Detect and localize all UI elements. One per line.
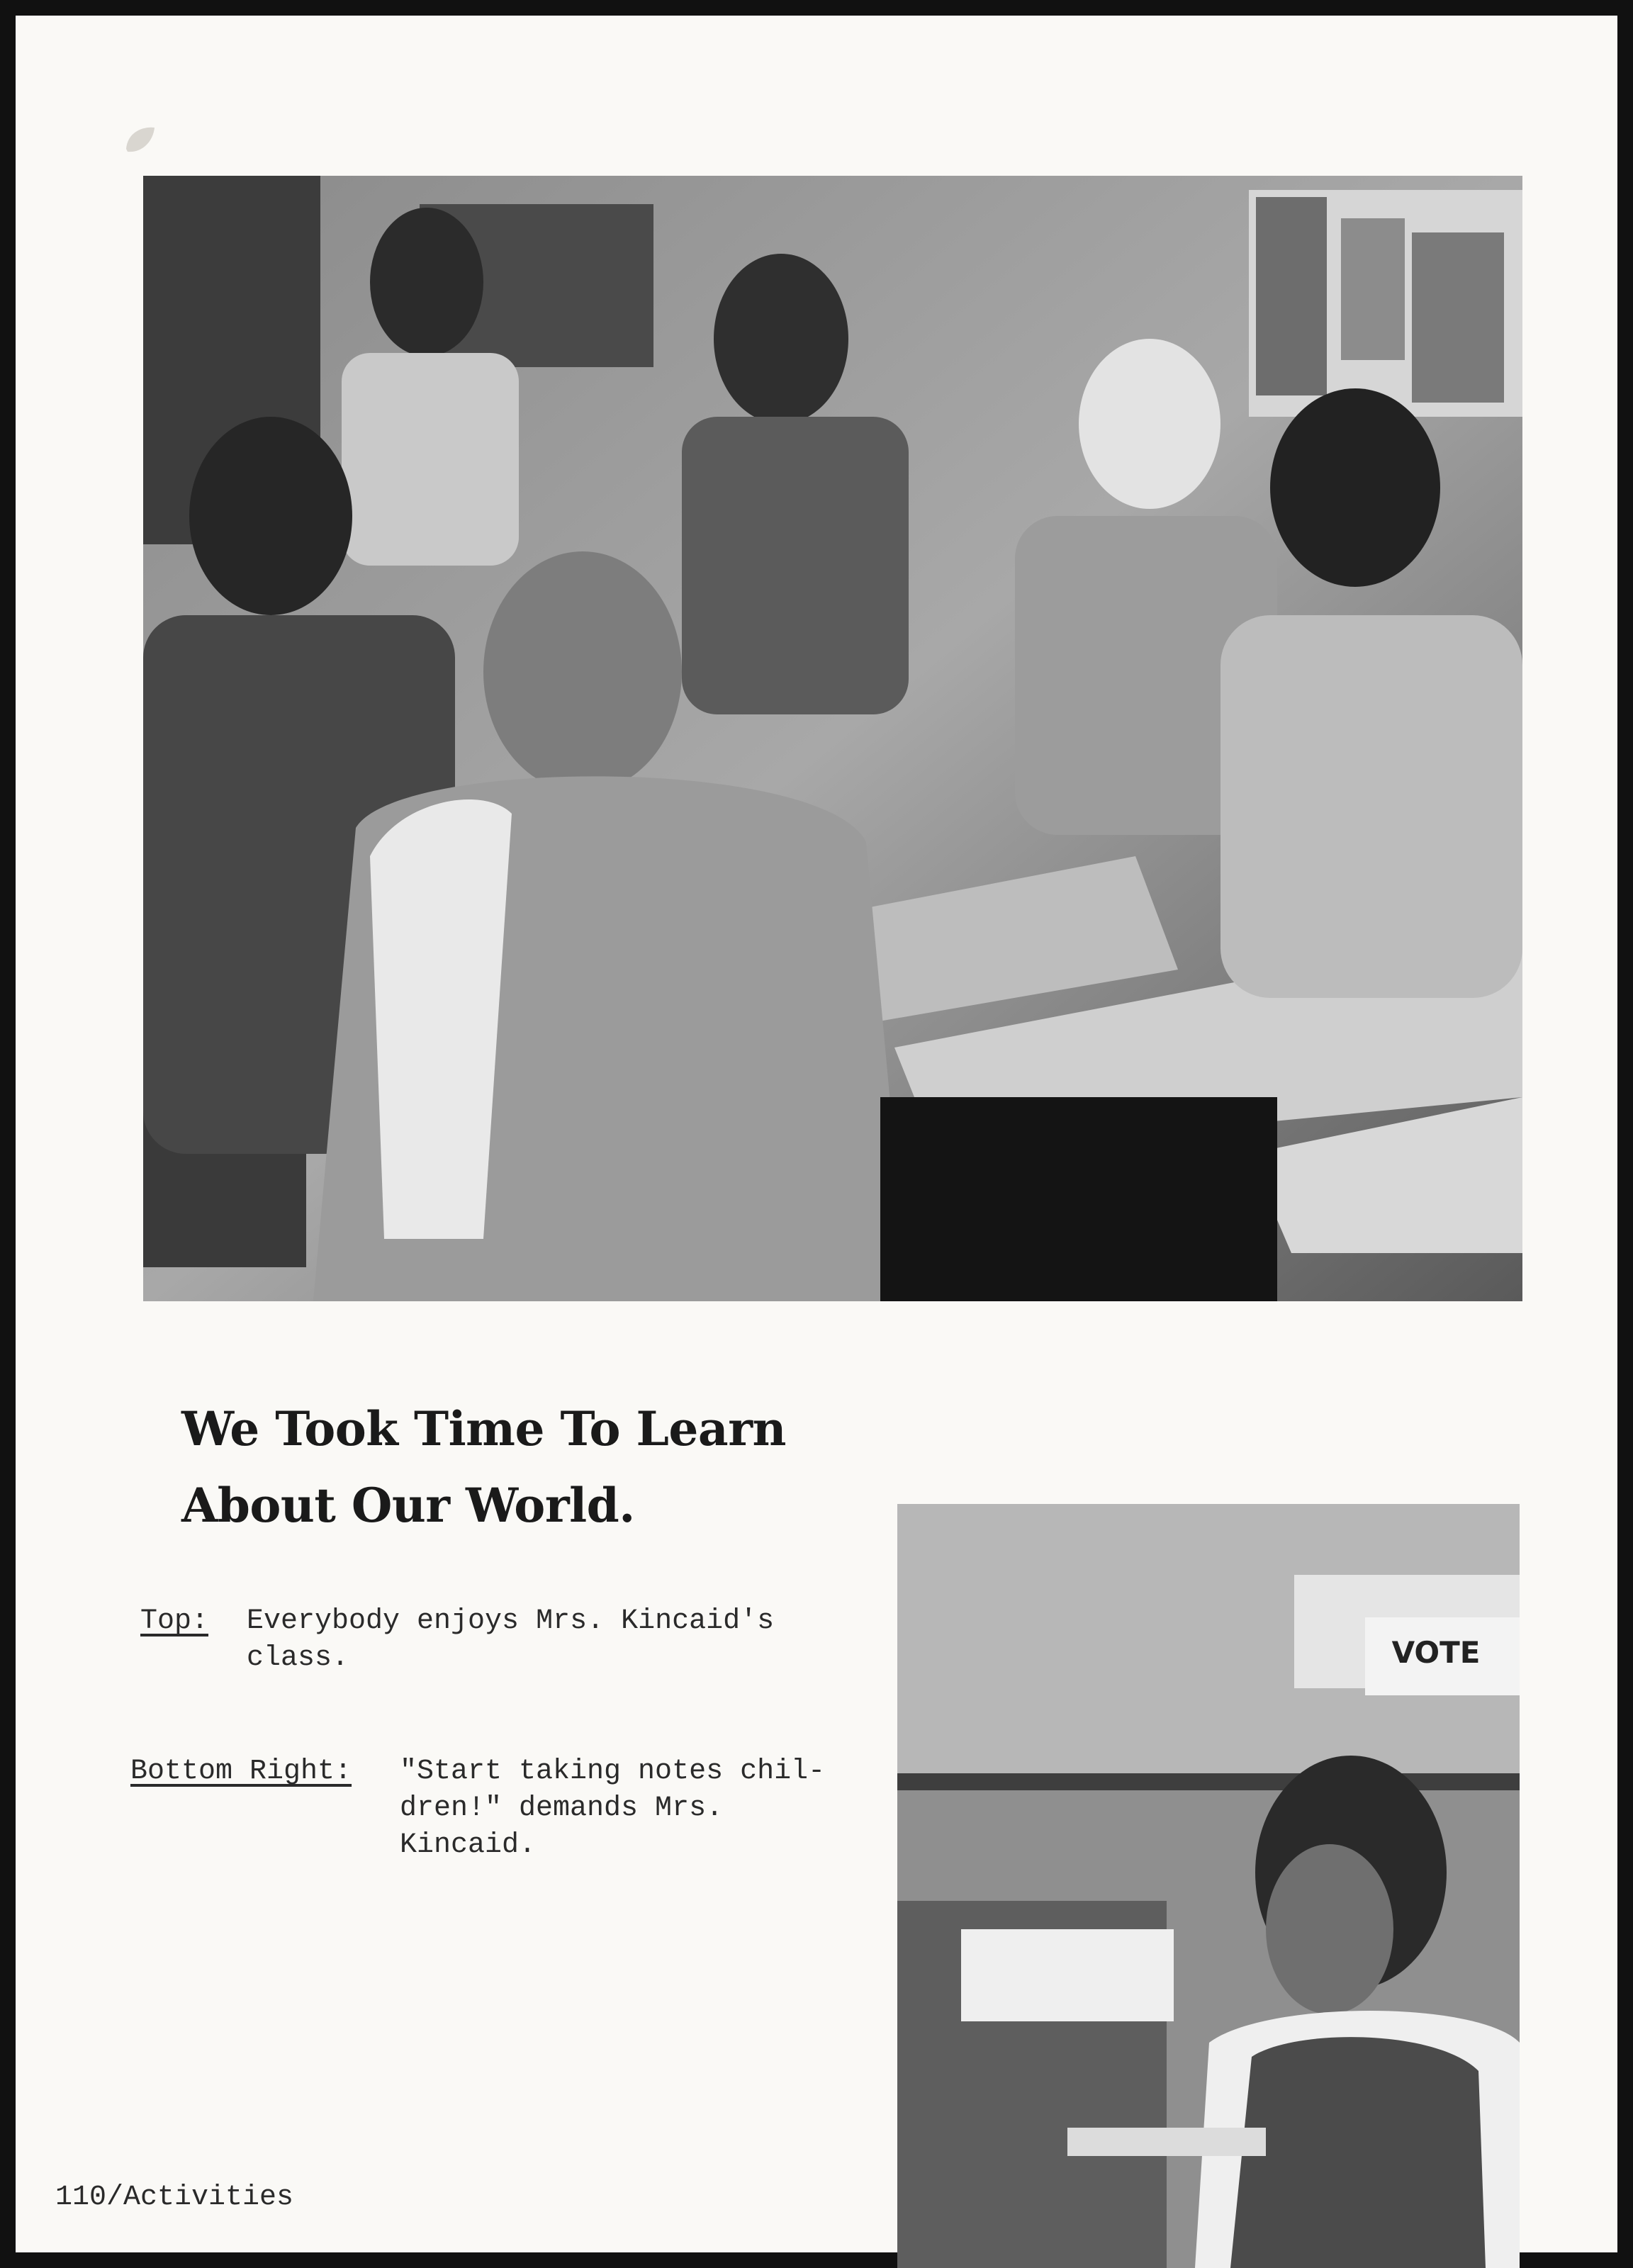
- caption-bottom-right: [130, 1753, 868, 1881]
- caption-top-label: Top:: [140, 1605, 209, 1637]
- headline-line-2: About Our World.: [181, 1478, 635, 1533]
- caption-top: [140, 1603, 863, 1688]
- classroom-students-photo: [143, 176, 1522, 1301]
- vote-sign: VOTE: [1391, 1635, 1481, 1670]
- leaf-mark-icon: [120, 120, 160, 160]
- headline-line-1: We Took Time To Learn: [181, 1401, 786, 1456]
- page-headline: [181, 1391, 890, 1544]
- caption-bottom-right-label: Bottom Right:: [130, 1756, 352, 1787]
- caption-top-text: Everybody enjoys Mrs. Kincaid's class.: [247, 1605, 775, 1674]
- page-folio: 110/Activities: [55, 2182, 294, 2213]
- teacher-desk-photo: [897, 1504, 1520, 2268]
- caption-bottom-right-text: "Start taking notes chil- dren!" demands Mrs. Kincaid.: [400, 1756, 826, 1861]
